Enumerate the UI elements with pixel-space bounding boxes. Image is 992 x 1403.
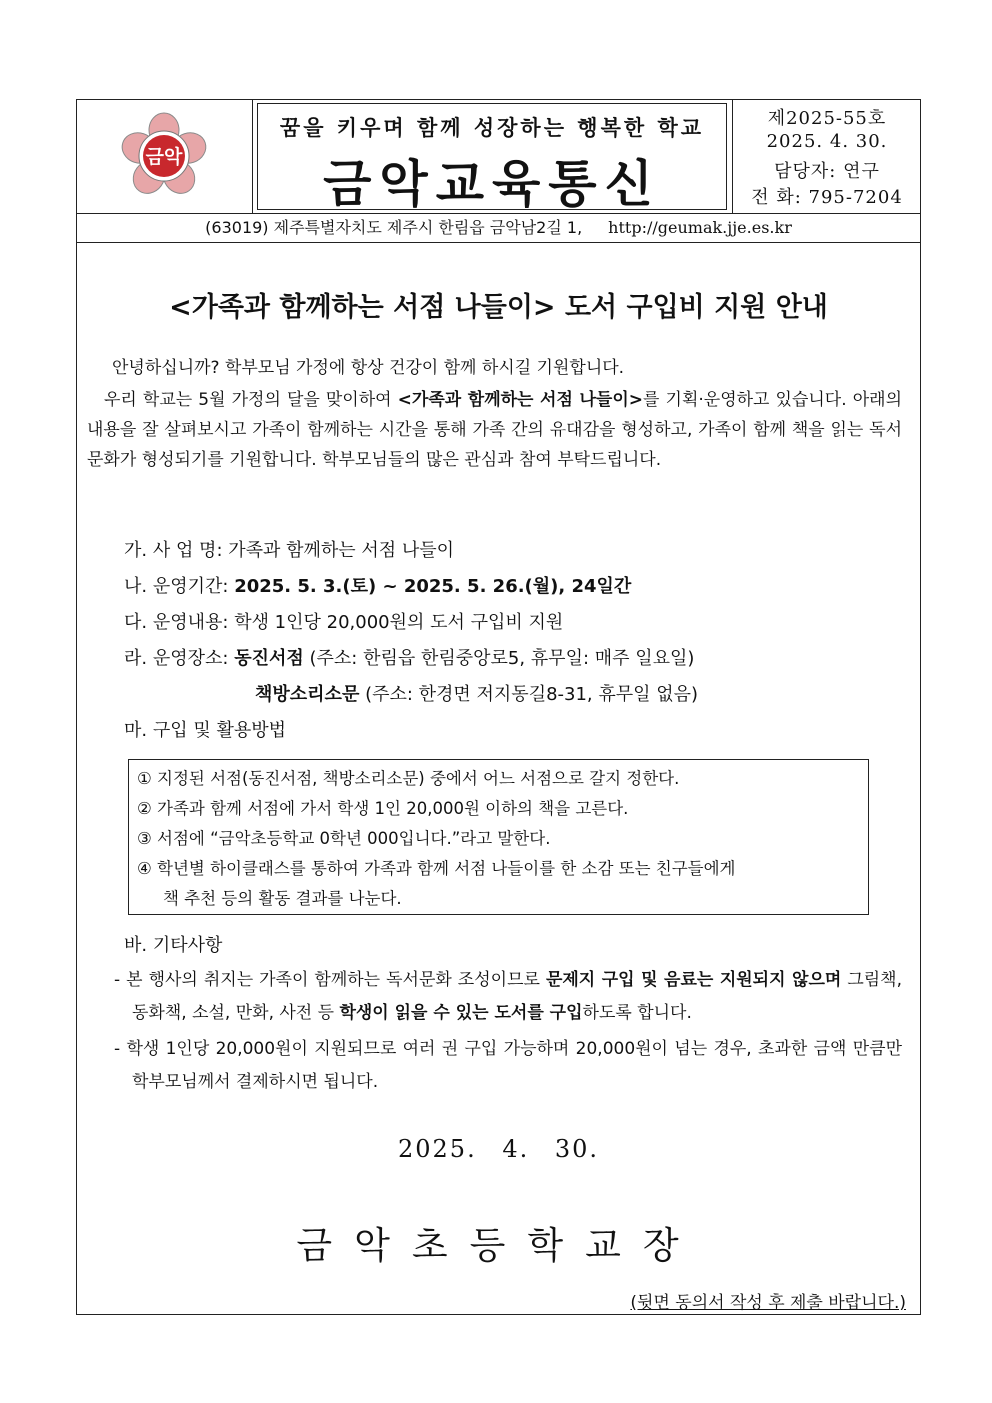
school-emblem — [77, 100, 253, 213]
step-3: ③ 서점에 “금악초등학교 0학년 000입니다.”라고 말한다. — [137, 829, 551, 848]
issue-date: 2025. 4. 30. — [766, 131, 888, 152]
emblem-text: 금악 — [145, 146, 183, 168]
item-other-label: 바. 기타사항 — [124, 935, 223, 956]
doc-number: 제2025-55호 — [767, 108, 887, 129]
item-project-name: 가. 사 업 명: 가족과 함께하는 서점 나들이 — [124, 540, 455, 561]
item-content: 다. 운영내용: 학생 1인당 20,000원의 도서 구입비 지원 — [124, 612, 564, 633]
footer-note: (뒷면 동의서 작성 후 제출 바랍니다.) — [630, 1293, 906, 1313]
method-steps-box — [128, 759, 869, 915]
document-title: <가족과 함께하는 서점 나들이> 도서 구입비 지원 안내 — [169, 292, 828, 323]
note-2: - 학생 1인당 20,000원이 지원되므로 여러 권 구입 가능하며 20,000원이 넘는 경우, 초과한 금액 만큼만 학부모님께서 결제하시면 됩니다. — [114, 1039, 902, 1092]
intro-greeting: 안녕하십니까? 학부모님 가정에 항상 건강이 함께 하시길 기원합니다. — [112, 358, 625, 378]
masthead-meta — [732, 100, 921, 213]
store-1-name: 동진서점 — [234, 648, 304, 669]
phone-number: 전 화: 795-7204 — [751, 187, 903, 208]
masthead — [77, 100, 920, 214]
postal-address: (63019) 제주특별자치도 제주시 한림읍 금악남2길 1, — [205, 218, 583, 237]
step-4: ④ 학년별 하이클래스를 통하여 가족과 함께 서점 나들이를 한 소감 또는 친구들에게 — [137, 859, 736, 878]
item-location: 라. 운영장소: 동진서점 (주소: 한림읍 한림중앙로5, 휴무일: 매주 일요일) — [124, 648, 695, 669]
intro-body: 우리 학교는 5월 가정의 달을 맞이하여 <가족과 함께하는 서점 나들이>를 기획·운영하고 있습니다. 아래의 내용을 잘 살펴보시고 가족이 함께하는 시간을 통해 가족 간의 유대감을 형성하고, 가족이 함께 책을 읽는 독서 문화가 형성되기를 기원합니다. 학부모님들의 많은 관심과 참여 부탁드립니다. — [87, 390, 902, 470]
item-location-2: 책방소리소문 (주소: 한경면 저지동길8-31, 휴무일 없음) — [255, 684, 699, 705]
school-url[interactable]: http://geumak.jje.es.kr — [608, 218, 792, 237]
item-period: 나. 운영기간: 2025. 5. 3.(토) ~ 2025. 5. 26.(월), 24일간 — [124, 576, 632, 597]
step-4-cont: 책 추천 등의 활동 결과를 나눈다. — [163, 889, 402, 908]
address-bar — [77, 214, 920, 243]
event-name-bold: <가족과 함께하는 서점 나들이> — [397, 390, 644, 410]
item-method-label: 마. 구입 및 활용방법 — [124, 720, 286, 741]
newsletter-frame — [76, 99, 921, 1315]
newsletter-title: 금악교육통신 — [323, 155, 661, 213]
masthead-title-block — [254, 100, 730, 213]
step-1: ① 지정된 서점(동진서점, 책방소리소문) 중에서 어느 서점으로 갈지 정한다. — [137, 769, 680, 788]
closing-date: 2025. 4. 30. — [397, 1135, 600, 1163]
school-slogan: 꿈을 키우며 함께 성장하는 행복한 학교 — [279, 115, 705, 140]
store-2-name: 책방소리소문 — [255, 684, 360, 705]
note-1: - 본 행사의 취지는 가족이 함께하는 독서문화 조성이므로 문제지 구입 및 음료는 지원되지 않으며 그림책, 동화책, 소설, 만화, 사전 등 학생이 읽을 수 있는 도서를 구입하도록 합니다. — [114, 970, 903, 1023]
contact-person: 담당자: 연구 — [774, 161, 880, 182]
step-2: ② 가족과 함께 서점에 가서 학생 1인 20,000원 이하의 책을 고른다. — [137, 799, 629, 818]
principal-signature: 금악초등학교장 — [296, 1224, 701, 1267]
